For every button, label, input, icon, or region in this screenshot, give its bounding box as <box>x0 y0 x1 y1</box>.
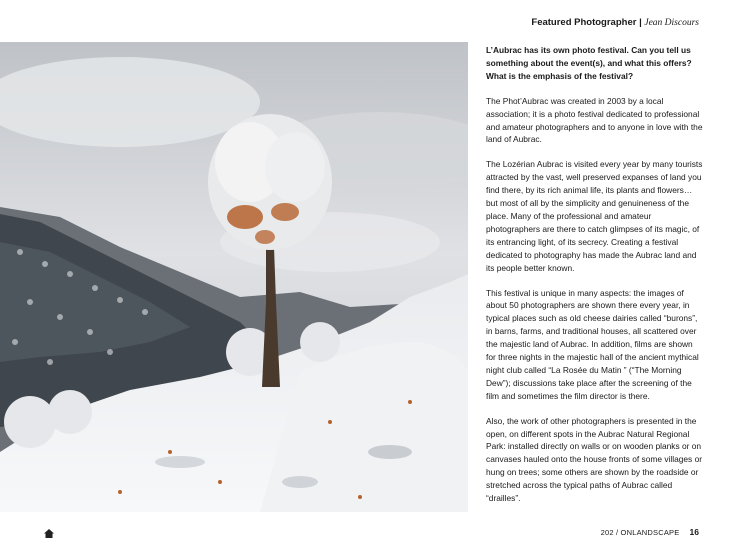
section-title: Featured Photographer | <box>531 17 642 28</box>
home-icon[interactable] <box>44 525 54 534</box>
issue-label: 202 / ONLANDSCAPE <box>600 528 680 537</box>
page-footer <box>601 527 699 537</box>
author-name: Jean Discours <box>644 18 699 28</box>
page-header <box>531 17 699 28</box>
answer-paragraph: This festival is unique in many aspects: the images of about 50 photographers are shown there every year, in typical places such as old cheese dairies called “burons”, in barns, farms, and traditional houses, all scattered over the majestic land of Aubrac. In addition, films are shown for three nights in the majestic hall of the ancient mythical night club called “La Rosée du Matin ” (“The Morning Dew”); discussions take place after the screening of the film and sometimes the film director is there. <box>486 287 699 401</box>
tree-crown <box>208 114 332 250</box>
answer-paragraph: The Phot’Aubrac was created in 2003 by a local association; it is a photo festival dedicated to professional and amateur photographers and to anyone in love with the land of Aubrac. <box>486 95 703 145</box>
answer-paragraph: The Lozérian Aubrac is visited every year by many tourists attracted by the vast, well preserved expanses of land you find there, by its rich animal life, its plants and flowers… but most of all by the simplicity and genuineness of the place. Many of the professional and amateur photographers are there to catch glimpses of its magic, of its entrancing light, of its secrecy. Creating a festival dedicated to photography has made the Aubrac land and its people better known. <box>486 159 703 273</box>
answer-paragraph: Also, the work of other photographers is presented in the open, on different spots in the Aubrac Natural Regional Park: installed directly on walls or on wooden planks or on canvases hauled onto the house fronts of some villages or hung on trees; some others are shown by the roadside or stretched across the typical paths of Aubrac called “drailles”. <box>486 415 703 504</box>
page-number: 16 <box>689 527 699 537</box>
interview-question: L’Aubrac has its own photo festival. Can you tell us something about the event(s), and what this offers? What is the emphasis of the festival? <box>486 45 692 81</box>
article-text <box>486 44 704 505</box>
landscape-photo <box>0 42 468 512</box>
